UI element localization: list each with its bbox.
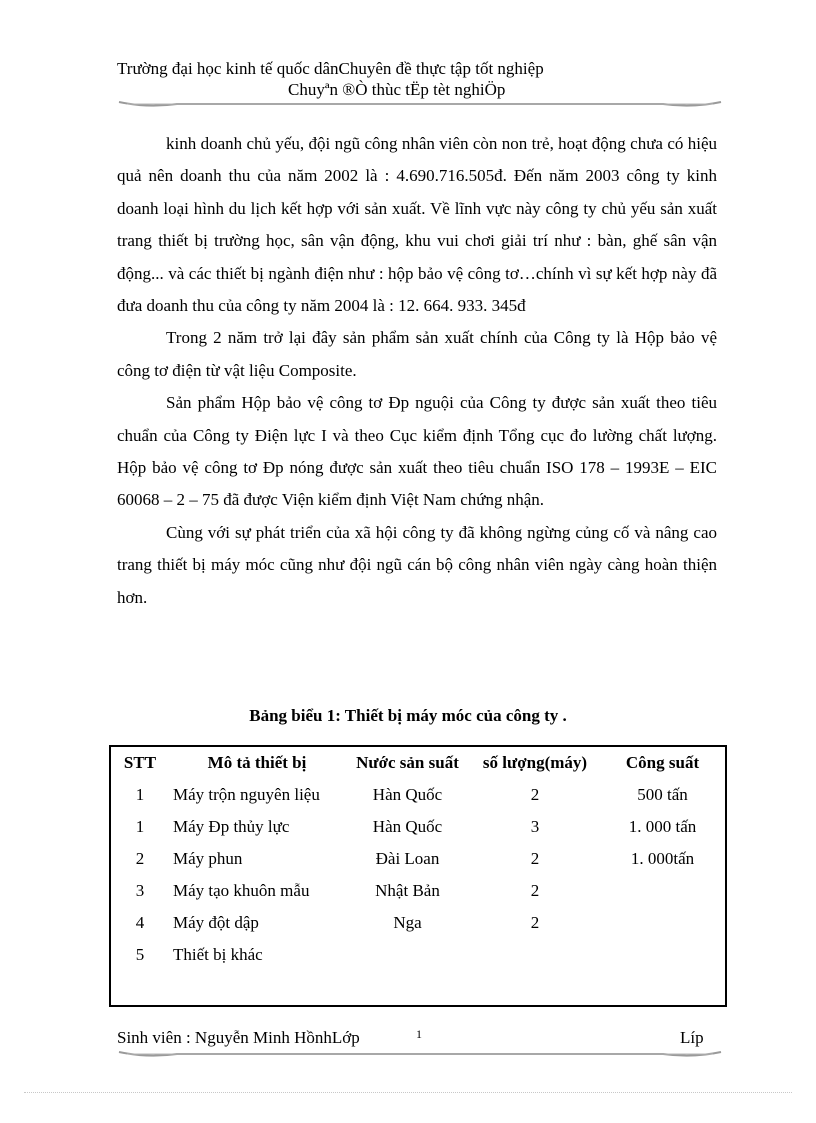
cell-capacity: [600, 875, 725, 907]
paragraph: Cùng với sự phát triển của xã hội công ty đã không ngừng củng cố và nâng cao trang thiết bị máy móc cũng như đội ngũ cán bộ công nhân viên ngày càng hoàn thiện hơn.: [117, 522, 717, 607]
cell-description: Máy đột dập: [173, 913, 259, 932]
table-row: [111, 875, 725, 907]
paragraph: Sản phẩm Hộp bảo vệ công tơ Ðp nguội của Công ty được sản xuất theo tiêu chuẩn của Công ty Điện lực I và theo Cục kiểm định Tổng cục đo lường chất lượng. Hộp bảo vệ công tơ Ðp nóng được sản xuất theo tiêu chuẩn ISO 178 – 1993E – EIC 60068 – 2 – 75 đã được Viện kiểm định Việt Nam chứng nhận.: [117, 393, 717, 510]
cell-country: Nga: [393, 913, 422, 932]
body-text: [117, 128, 717, 614]
footer-ornament-rule: [117, 1048, 723, 1058]
header-quantity: số lượng(máy): [482, 753, 588, 772]
page-number: 1: [416, 1027, 422, 1041]
cell-country: [345, 939, 470, 971]
cell-capacity: 1. 000tấn: [630, 849, 695, 868]
cell-description: Thiết bị khác: [173, 945, 263, 964]
cell-capacity: 1. 000 tấn: [628, 817, 697, 836]
header-subtitle: Chuyªn ®Ò thùc tËp tèt nghiÖp: [288, 80, 506, 99]
cell-stt: 1: [135, 785, 145, 804]
header-stt: STT: [123, 753, 157, 772]
table-header-row: [111, 747, 725, 779]
footer-class: Líp: [680, 1028, 704, 1047]
paragraph: Trong 2 năm trở lại đây sản phẩm sản xuất chính của Công ty là Hộp bảo vệ công tơ điện từ vật liệu Composite.: [117, 328, 717, 380]
cell-quantity: 2: [530, 849, 540, 868]
cell-stt: 2: [135, 849, 145, 868]
paragraph: kinh doanh chủ yếu, đội ngũ công nhân viên còn non trẻ, hoạt động chưa có hiệu quả nên doanh thu của năm 2002 là : 4.690.716.505đ. Đến năm 2003 công ty kinh doanh loại hình du lịch kết hợp với sản xuất. Về lĩnh vực này công ty chủ yếu sản xuất trang thiết bị trường học, sân vận động, khu vui chơi giải trí như : bàn, ghế sân vận động... và các thiết bị ngành điện như : hộp bảo vệ công tơ…chính vì sự kết hợp này đã đưa doanh thu của công ty năm 2004 là : 12. 664. 933. 345đ: [117, 134, 717, 316]
cell-stt: 5: [135, 945, 145, 964]
cell-capacity: [600, 939, 725, 971]
cell-quantity: 2: [530, 785, 540, 804]
cell-stt: 3: [135, 881, 145, 900]
page-bottom-border: [24, 1092, 792, 1093]
table-row: [111, 779, 725, 811]
cell-country: Hàn Quốc: [372, 785, 443, 804]
table-row: [111, 811, 725, 843]
cell-description: Máy tạo khuôn mẫu: [173, 881, 310, 900]
equipment-table: [111, 747, 725, 971]
header-ornament-rule: [117, 98, 723, 108]
cell-quantity: 3: [530, 817, 540, 836]
table-row: [111, 907, 725, 939]
cell-description: Máy phun: [173, 849, 243, 868]
table-row: [111, 939, 725, 971]
cell-description: Máy trộn nguyên liệu: [173, 785, 320, 804]
header-description: Mô tả thiết bị: [207, 753, 307, 772]
cell-capacity: 500 tấn: [637, 785, 688, 804]
table-row: [111, 843, 725, 875]
cell-capacity: [600, 907, 725, 939]
header-title: Trường đại học kinh tế quốc dânChuyên đề thực tập tốt nghiệp: [117, 59, 544, 78]
cell-country: Hàn Quốc: [372, 817, 443, 836]
cell-quantity: 2: [530, 881, 540, 900]
cell-description: Máy Ðp thủy lực: [173, 817, 290, 836]
cell-country: Đài Loan: [375, 849, 440, 868]
cell-stt: 1: [135, 817, 145, 836]
cell-country: Nhật Bản: [375, 881, 440, 900]
footer-student: Sinh viên : Nguyễn Minh HồnhLớp: [117, 1028, 360, 1047]
equipment-table-box: [109, 745, 727, 1007]
header-country: Nước sản suất: [356, 753, 459, 772]
cell-quantity: 2: [530, 913, 540, 932]
header-capacity: Công suất: [625, 753, 700, 772]
cell-stt: 4: [135, 913, 145, 932]
cell-quantity: [470, 939, 600, 971]
table-caption: Bảng biểu 1: Thiết bị máy móc của công ty .: [249, 706, 567, 725]
